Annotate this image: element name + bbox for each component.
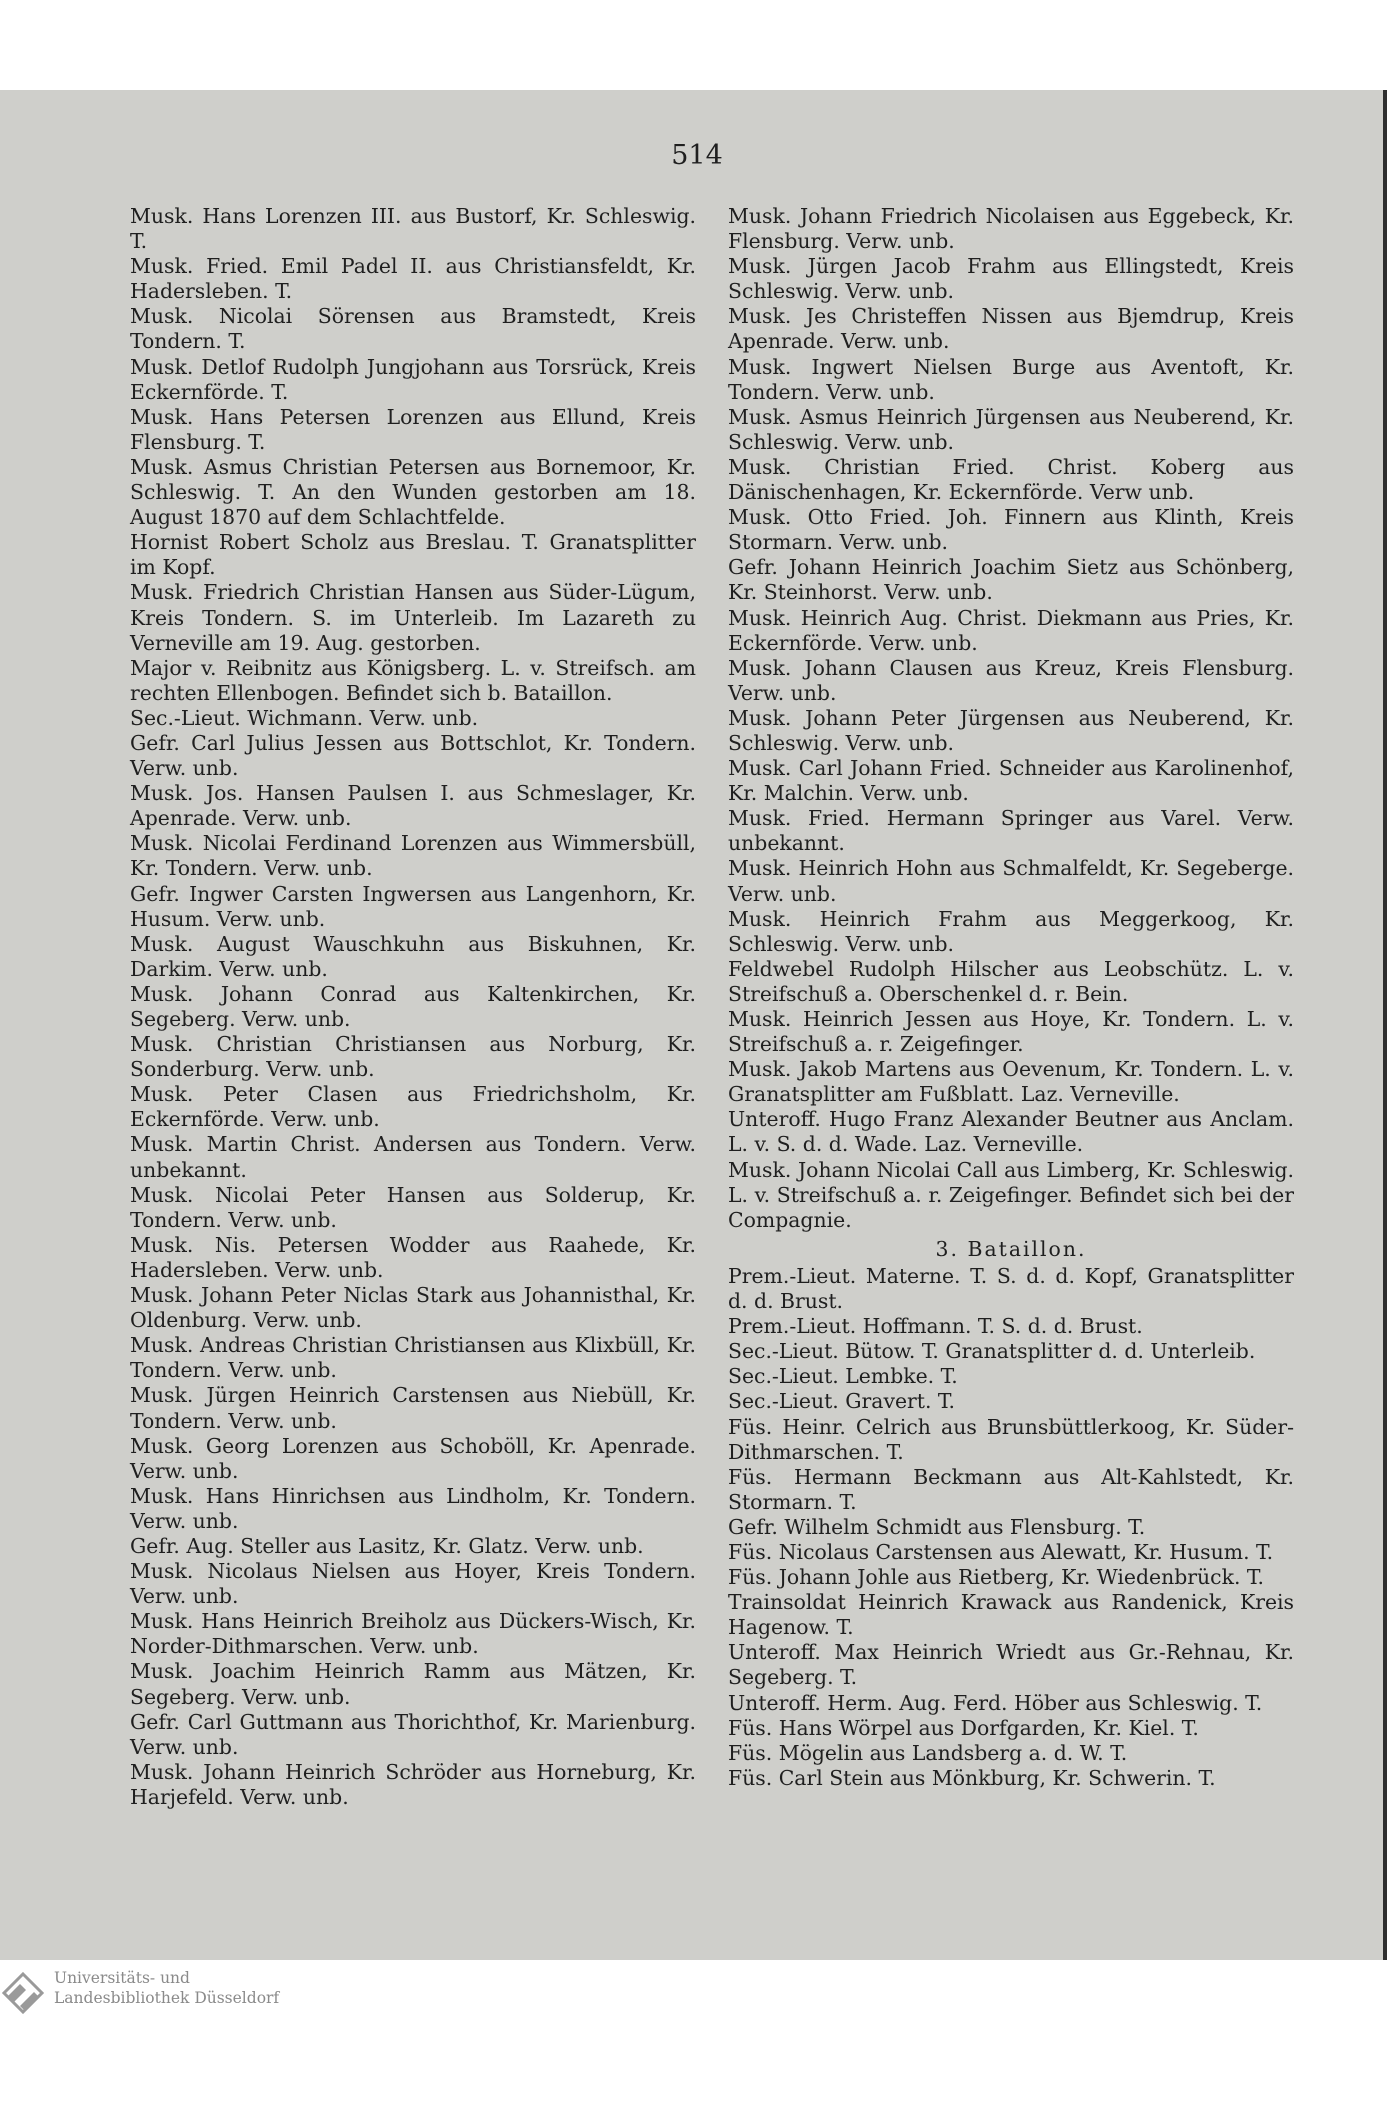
roster-entry: Unteroff. Herm. Aug. Ferd. Höber aus Schleswig. T. bbox=[728, 1690, 1263, 1715]
library-name-line-2: Landesbibliothek Düsseldorf bbox=[54, 1989, 280, 2007]
roster-entry: Musk. Fried. Hermann Springer aus Varel. Verw. unbekannt. bbox=[728, 806, 1294, 856]
roster-entry: Musk. Johann Peter Niclas Stark aus Johannisthal, Kr. Oldenburg. Verw. unb. bbox=[130, 1283, 696, 1333]
roster-entry: Sec.-Lieut. Bütow. T. Granatsplitter d. d. Unterleib. bbox=[728, 1339, 1256, 1364]
roster-entry: Musk. Carl Johann Fried. Schneider aus Karolinenhof, Kr. Malchin. Verw. unb. bbox=[728, 756, 1294, 806]
library-name-line-1: Universitäts- und bbox=[54, 1969, 190, 1987]
roster-entry: Unteroff. Hugo Franz Alexander Beutner aus Anclam. L. v. S. d. d. Wade. Laz. Verneville. bbox=[728, 1107, 1294, 1157]
roster-entry: Gefr. Aug. Steller aus Lasitz, Kr. Glatz. Verw. unb. bbox=[130, 1533, 644, 1558]
roster-entry: Gefr. Ingwer Carsten Ingwersen aus Langenhorn, Kr. Husum. Verw. unb. bbox=[130, 881, 696, 931]
roster-entry: Musk. Detlof Rudolph Jungjohann aus Torsrück, Kreis Eckernförde. T. bbox=[130, 354, 696, 404]
roster-entry: Musk. Heinrich Frahm aus Meggerkoog, Kr. Schleswig. Verw. unb. bbox=[728, 906, 1294, 956]
roster-entry: Füs. Mögelin aus Landsberg a. d. W. T. bbox=[728, 1740, 1128, 1765]
roster-entry: Prem.-Lieut. Hoffmann. T. S. d. d. Brust. bbox=[728, 1314, 1143, 1339]
roster-entry: Sec.-Lieut. Lembke. T. bbox=[728, 1364, 958, 1389]
roster-entry: Musk. Jakob Martens aus Oevenum, Kr. Tondern. L. v. Granatsplitter am Fußblatt. Laz. Verneville. bbox=[728, 1057, 1294, 1107]
left-column bbox=[130, 204, 696, 1810]
roster-entry: Musk. Johann Nicolai Call aus Limberg, Kr. Schleswig. L. v. Streifschuß a. r. Zeigefinger. Befindet sich bei der Compagnie. bbox=[728, 1157, 1294, 1232]
roster-entry: Musk. Nicolai Ferdinand Lorenzen aus Wimmersbüll, Kr. Tondern. Verw. unb. bbox=[130, 831, 696, 881]
roster-entry: Musk. Asmus Christian Petersen aus Bornemoor, Kr. Schleswig. T. An den Wunden gestorben am 18. August 1870 auf dem Schlachtfelde. bbox=[130, 454, 696, 530]
roster-entry: Prem.-Lieut. Materne. T. S. d. d. Kopf, Granatsplitter d. d. Brust. bbox=[728, 1263, 1294, 1314]
roster-entry: Gefr. Johann Heinrich Joachim Sietz aus Schönberg, Kr. Steinhorst. Verw. unb. bbox=[728, 555, 1294, 605]
library-name bbox=[54, 1968, 279, 2008]
roster-entry: Sec.-Lieut. Wichmann. Verw. unb. bbox=[130, 705, 479, 730]
roster-entry: Gefr. Carl Julius Jessen aus Bottschlot, Kr. Tondern. Verw. unb. bbox=[130, 730, 696, 781]
roster-entry: Musk. Christian Christiansen aus Norburg, Kr. Sonderburg. Verw. unb. bbox=[130, 1032, 696, 1082]
roster-entry: Musk. Friedrich Christian Hansen aus Süder-Lügum, Kreis Tondern. S. im Unterleib. Im Lazareth zu Verneville am 19. Aug. gestorben. bbox=[130, 580, 696, 655]
roster-entry: Musk. Heinrich Jessen aus Hoye, Kr. Tondern. L. v. Streifschuß a. r. Zeigefinger. bbox=[728, 1007, 1294, 1057]
roster-entry: Füs. Carl Stein aus Mönkburg, Kr. Schwerin. T. bbox=[728, 1765, 1216, 1790]
roster-entry: Gefr. Carl Guttmann aus Thorichthof, Kr. Marienburg. Verw. unb. bbox=[130, 1709, 696, 1759]
roster-entry: Musk. Jürgen Heinrich Carstensen aus Niebüll, Kr. Tondern. Verw. unb. bbox=[130, 1383, 696, 1433]
roster-entry: Musk. Andreas Christian Christiansen aus Klixbüll, Kr. Tondern. Verw. unb. bbox=[130, 1333, 696, 1383]
page-number: 514 bbox=[671, 140, 723, 171]
roster-entry: Feldwebel Rudolph Hilscher aus Leobschütz. L. v. Streifschuß a. Oberschenkel d. r. Bein. bbox=[728, 956, 1294, 1006]
roster-entry: Gefr. Wilhelm Schmidt aus Flensburg. T. bbox=[728, 1514, 1146, 1539]
roster-entry: Füs. Hermann Beckmann aus Alt-Kahlstedt, Kr. Stormarn. T. bbox=[728, 1464, 1294, 1514]
roster-entry: Trainsoldat Heinrich Krawack aus Randenick, Kreis Hagenow. T. bbox=[728, 1590, 1294, 1640]
roster-entry: Musk. Jos. Hansen Paulsen I. aus Schmeslager, Kr. Apenrade. Verw. unb. bbox=[130, 781, 696, 831]
right-column-entries-bottom bbox=[728, 1264, 1294, 1791]
roster-entry: Musk. Nicolai Sörensen aus Bramstedt, Kreis Tondern. T. bbox=[130, 304, 696, 354]
roster-entry: Musk. Joachim Heinrich Ramm aus Mätzen, Kr. Segeberg. Verw. unb. bbox=[130, 1659, 696, 1709]
roster-entry: Musk. Johann Friedrich Nicolaisen aus Eggebeck, Kr. Flensburg. Verw. unb. bbox=[728, 204, 1294, 254]
roster-entry: Musk. Jürgen Jacob Frahm aus Ellingstedt, Kreis Schleswig. Verw. unb. bbox=[728, 254, 1294, 304]
right-column-entries-top bbox=[728, 204, 1294, 1233]
right-column bbox=[728, 204, 1294, 1791]
roster-entry: Musk. Hans Hinrichsen aus Lindholm, Kr. Tondern. Verw. unb. bbox=[130, 1483, 696, 1533]
roster-entry: Hornist Robert Scholz aus Breslau. T. Granatsplitter im Kopf. bbox=[130, 530, 696, 580]
roster-entry: Musk. Johann Heinrich Schröder aus Horneburg, Kr. Harjefeld. Verw. unb. bbox=[130, 1759, 696, 1809]
roster-entry: Musk. Johann Peter Jürgensen aus Neuberend, Kr. Schleswig. Verw. unb. bbox=[728, 705, 1294, 755]
roster-entry: Musk. Johann Conrad aus Kaltenkirchen, Kr. Segeberg. Verw. unb. bbox=[130, 981, 696, 1031]
roster-entry: Füs. Johann Johle aus Rietberg, Kr. Wiedenbrück. T. bbox=[728, 1565, 1264, 1590]
library-logo-icon bbox=[2, 1972, 44, 2014]
roster-entry: Musk. Heinrich Aug. Christ. Diekmann aus Pries, Kr. Eckernförde. Verw. unb. bbox=[728, 605, 1294, 655]
roster-entry: Füs. Hans Wörpel aus Dorfgarden, Kr. Kiel. T. bbox=[728, 1715, 1199, 1740]
roster-entry: Füs. Nicolaus Carstensen aus Alewatt, Kr. Husum. T. bbox=[728, 1539, 1274, 1564]
section-heading: 3. Bataillon. bbox=[935, 1236, 1087, 1261]
roster-entry: Musk. Hans Petersen Lorenzen aus Ellund, Kreis Flensburg. T. bbox=[130, 404, 696, 454]
roster-entry: Sec.-Lieut. Gravert. T. bbox=[728, 1389, 956, 1414]
roster-entry: Musk. Ingwert Nielsen Burge aus Aventoft, Kr. Tondern. Verw. unb. bbox=[728, 354, 1294, 404]
roster-entry: Musk. Nicolai Peter Hansen aus Solderup, Kr. Tondern. Verw. unb. bbox=[130, 1182, 696, 1232]
roster-entry: Füs. Heinr. Celrich aus Brunsbüttlerkoog, Kr. Süder-Dithmarschen. T. bbox=[728, 1414, 1294, 1464]
roster-entry: Musk. Nicolaus Nielsen aus Hoyer, Kreis Tondern. Verw. unb. bbox=[130, 1559, 696, 1609]
roster-entry: Musk. Fried. Emil Padel II. aus Christiansfeldt, Kr. Hadersleben. T. bbox=[130, 254, 696, 304]
roster-entry: Musk. Hans Heinrich Breiholz aus Dückers-Wisch, Kr. Norder-Dithmarschen. Verw. unb. bbox=[130, 1609, 696, 1659]
roster-entry: Musk. Christian Fried. Christ. Koberg aus Dänischenhagen, Kr. Eckernförde. Verw unb. bbox=[728, 454, 1294, 505]
roster-entry: Musk. Asmus Heinrich Jürgensen aus Neuberend, Kr. Schleswig. Verw. unb. bbox=[728, 404, 1294, 454]
roster-entry: Musk. Heinrich Hohn aus Schmalfeldt, Kr. Segeberge. Verw. unb. bbox=[728, 856, 1294, 906]
roster-entry: Musk. Martin Christ. Andersen aus Tondern. Verw. unbekannt. bbox=[130, 1132, 696, 1182]
roster-entry: Major v. Reibnitz aus Königsberg. L. v. Streifsch. am rechten Ellenbogen. Befindet sich b. Bataillon. bbox=[130, 655, 696, 705]
roster-entry: Musk. Jes Christeffen Nissen aus Bjemdrup, Kreis Apenrade. Verw. unb. bbox=[728, 304, 1294, 354]
roster-entry: Musk. Johann Clausen aus Kreuz, Kreis Flensburg. Verw. unb. bbox=[728, 655, 1294, 705]
roster-entry: Musk. Peter Clasen aus Friedrichsholm, Kr. Eckernförde. Verw. unb. bbox=[130, 1082, 696, 1132]
roster-entry: Musk. Georg Lorenzen aus Schoböll, Kr. Apenrade. Verw. unb. bbox=[130, 1433, 696, 1483]
roster-entry: Unteroff. Max Heinrich Wriedt aus Gr.-Rehnau, Kr. Segeberg. T. bbox=[728, 1640, 1294, 1690]
roster-entry: Musk. Nis. Petersen Wodder aus Raahede, Kr. Hadersleben. Verw. unb. bbox=[130, 1232, 696, 1282]
roster-entry: Musk. August Wauschkuhn aus Biskuhnen, Kr. Darkim. Verw. unb. bbox=[130, 931, 696, 981]
roster-entry: Musk. Otto Fried. Joh. Finnern aus Klinth, Kreis Stormarn. Verw. unb. bbox=[728, 505, 1294, 555]
roster-entry: Musk. Hans Lorenzen III. aus Bustorf, Kr. Schleswig. T. bbox=[130, 204, 696, 254]
